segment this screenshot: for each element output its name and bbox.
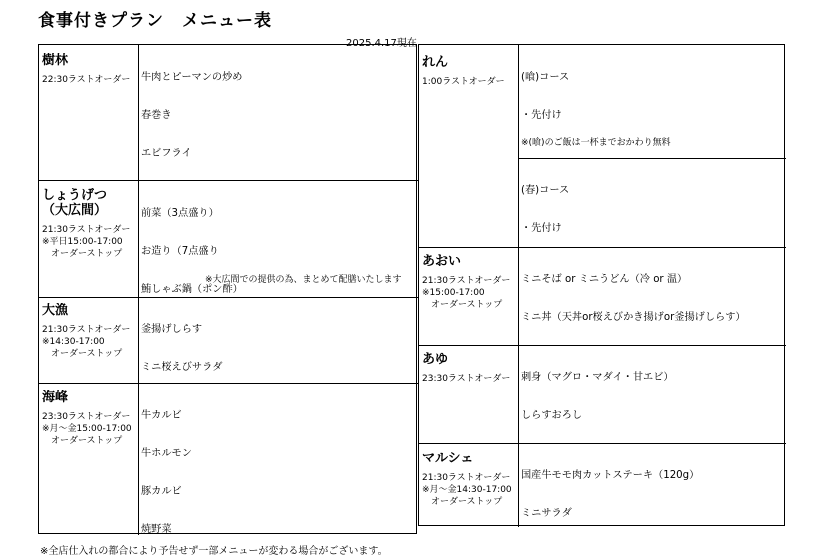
menu-item: 鮪しゃぶ鍋（ポン酢） bbox=[141, 283, 243, 295]
restaurant-name: 海峰 bbox=[42, 390, 69, 405]
order-note: オーダーストップ bbox=[42, 436, 123, 446]
order-note: 21:30ラストオーダー bbox=[42, 325, 131, 335]
menu-item: 前菜（3点盛り） bbox=[141, 208, 219, 220]
restaurant-aoi bbox=[422, 254, 517, 342]
menu-item: 国産牛モモ肉カットステーキ（120g） bbox=[521, 470, 700, 482]
footer-note: ※全店仕入れの都合により予告せず一部メニューが変わる場合がございます。 bbox=[40, 546, 388, 557]
order-note: ※月～金14:30-17:00 bbox=[422, 485, 512, 495]
restaurant-name: あおい bbox=[422, 254, 462, 269]
menu-item: ・先付け bbox=[521, 222, 562, 234]
menu-item: (春)コース bbox=[521, 185, 570, 197]
restaurant-kaihou bbox=[42, 390, 137, 490]
menu-list-tairyou bbox=[141, 299, 415, 381]
menu-list-ren-kuu bbox=[521, 47, 783, 132]
menu-item: しらすおろし bbox=[521, 409, 583, 421]
menu-item: ミニサラダ bbox=[521, 507, 572, 519]
page-title: 食事付きプラン メニュー表 bbox=[38, 11, 272, 31]
menu-list-aoi bbox=[521, 249, 783, 344]
restaurant-shougetsu bbox=[42, 188, 137, 295]
menu-item: 刺身（マグロ・マダイ・甘エビ） bbox=[521, 372, 674, 384]
order-note: オーダーストップ bbox=[422, 497, 503, 507]
restaurant-tairyou bbox=[42, 303, 137, 381]
serving-note: ※大広間での提供の為、まとめて配膳いたします bbox=[205, 275, 402, 285]
order-note: ※15:00-17:00 bbox=[422, 288, 485, 298]
restaurant-ayu bbox=[422, 352, 517, 440]
restaurant-name: しょうげつ （大広間） bbox=[42, 188, 108, 218]
menu-list-jurin bbox=[141, 47, 415, 179]
order-note: ※14:30-17:00 bbox=[42, 337, 105, 347]
restaurant-name: 大漁 bbox=[42, 303, 69, 318]
restaurant-name: あゆ bbox=[422, 352, 449, 367]
order-note: オーダーストップ bbox=[42, 349, 123, 359]
menu-item: (喰)コース bbox=[521, 72, 570, 84]
menu-item: ミニそば or ミニうどん（冷 or 温） bbox=[521, 274, 688, 286]
order-note: 21:30ラストオーダー bbox=[422, 473, 511, 483]
date-label: 2025.4.17現在 bbox=[346, 38, 417, 49]
restaurant-name: れん bbox=[422, 55, 449, 70]
menu-item: ・先付け bbox=[521, 109, 562, 121]
restaurant-name: 樹林 bbox=[42, 53, 69, 68]
order-note: 21:30ラストオーダー bbox=[42, 225, 131, 235]
order-note: オーダーストップ bbox=[42, 249, 123, 259]
order-note: 22:30ラストオーダー bbox=[42, 75, 131, 85]
order-note: 21:30ラストオーダー bbox=[422, 276, 511, 286]
order-note: オーダーストップ bbox=[422, 300, 503, 310]
left-menu-table bbox=[38, 44, 417, 534]
order-note: 1:00ラストオーダー bbox=[422, 77, 505, 87]
order-note: 23:30ラストオーダー bbox=[422, 374, 511, 384]
menu-item: 牛ホルモン bbox=[141, 447, 192, 459]
menu-item: ミニ丼（天丼or桜えびかき揚げor釜揚げしらす） bbox=[521, 311, 746, 323]
order-note: ※月～金15:00-17:00 bbox=[42, 424, 132, 434]
menu-item: 牛カルビ bbox=[141, 410, 182, 422]
menu-item: 焼野菜 bbox=[141, 523, 172, 533]
menu-item: お造り（7点盛り bbox=[141, 245, 219, 257]
restaurant-name: マルシェ bbox=[422, 451, 474, 466]
order-note: ※平日15:00-17:00 bbox=[42, 237, 123, 247]
restaurant-ren bbox=[422, 55, 517, 145]
refill-note: ※(喰)のご飯は一杯までおかわり無料 bbox=[521, 138, 671, 148]
menu-list-marche bbox=[521, 445, 783, 525]
menu-item: 牛肉とピーマンの炒め bbox=[141, 72, 243, 84]
right-menu-table bbox=[418, 44, 785, 526]
restaurant-marche bbox=[422, 451, 517, 525]
menu-item: ミニ桜えびサラダ bbox=[141, 361, 223, 373]
menu-item: 釜揚げしらす bbox=[141, 324, 203, 336]
menu-list-ren-haru bbox=[521, 160, 783, 246]
menu-list-ayu bbox=[521, 347, 783, 442]
menu-list-kaihou bbox=[141, 385, 415, 533]
menu-item: 豚カルビ bbox=[141, 485, 182, 497]
menu-item: 春巻き bbox=[141, 109, 172, 121]
restaurant-jurin bbox=[42, 53, 137, 178]
menu-item: エビフライ bbox=[141, 147, 192, 159]
order-note: 23:30ラストオーダー bbox=[42, 412, 131, 422]
